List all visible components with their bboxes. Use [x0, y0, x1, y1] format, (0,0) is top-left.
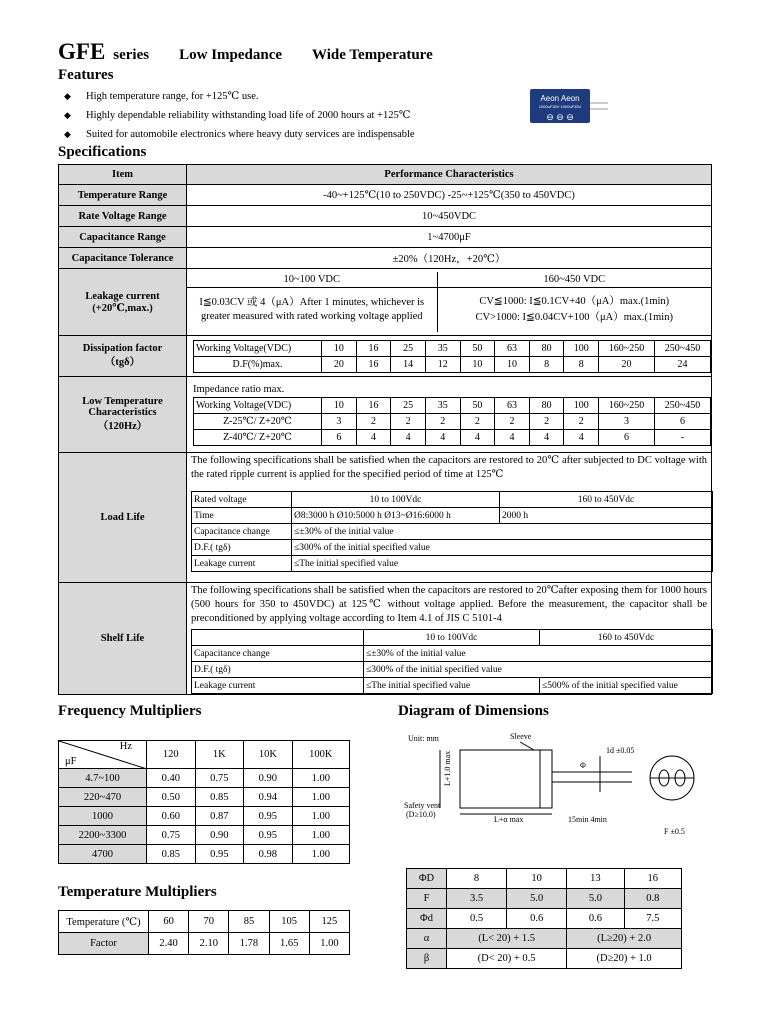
table-row: 2200~3300 0.75 0.90 0.95 1.00	[59, 826, 350, 845]
label-temperature-range: Temperature Range	[59, 185, 187, 206]
label-rate-voltage-range: Rate Voltage Range	[59, 206, 187, 227]
leakage-high-header: 160~450 VDC	[437, 272, 711, 288]
value-capacitance-tolerance: ±20%（120Hz，+20℃）	[187, 248, 712, 269]
table-row: 4700 0.85 0.95 0.98 1.00	[59, 845, 350, 864]
frequency-multipliers-table	[58, 740, 350, 864]
table-row: Working Voltage(VDC) 10 16 25 35 50 63 80 100 160~250 250~450	[194, 397, 711, 413]
impedance-ratio-note: Impedance ratio max.	[193, 383, 285, 395]
table-row: α (L< 20) + 1.5 (L≥20) + 2.0	[407, 929, 682, 949]
list-item: ◆ High temperature range, for +125℃ use.	[64, 88, 415, 107]
label-leakage-current: Leakage current (+20℃,max.)	[59, 269, 187, 336]
diagram-phi-label: Φ	[580, 761, 586, 770]
sleeve-pointer	[520, 742, 534, 750]
table-row: Capacitance change ≤±30% of the initial value	[192, 524, 713, 540]
leakage-subtable	[187, 272, 711, 332]
diamond-bullet-icon: ◆	[64, 110, 71, 120]
dimensions-heading: Diagram of Dimensions	[398, 703, 549, 719]
table-row: D.F(%)max. 20 16 14 12 10 10 8 8 20 24	[194, 357, 711, 373]
table-row: ΦD 8 10 13 16	[407, 869, 682, 889]
table-row: Time Ø8:3000 h Ø10:5000 h Ø13~Ø16:6000 h 2000 h	[192, 508, 713, 524]
temperature-multipliers-table	[58, 910, 350, 955]
table-row: 10 to 100Vdc 160 to 450Vdc	[192, 630, 713, 646]
subtitle-low-impedance: Low Impedance	[179, 47, 283, 63]
diagram-height-label: L+1.0 max	[443, 750, 452, 786]
table-row: Temperature (℃) 60 70 85 105 125	[59, 911, 350, 933]
table-row: Z-25℃/ Z+20℃ 3 2 2 2 2 2 2 2 3 6	[194, 413, 711, 429]
subtitle-wide-temperature: Wide Temperature	[312, 47, 433, 63]
diagram-length-label: L+α max	[494, 815, 524, 824]
page-title	[58, 30, 433, 67]
features-list	[64, 88, 415, 145]
value-capacitance-range: 1~4700μF	[187, 227, 712, 248]
frequency-multipliers-heading: Frequency Multipliers	[58, 703, 202, 719]
col-header-performance: Performance Characteristics	[187, 165, 712, 185]
table-row: F 3.5 5.0 5.0 0.8	[407, 889, 682, 909]
label-capacitance-range: Capacitance Range	[59, 227, 187, 248]
col-header-item: Item	[59, 165, 187, 185]
series-word: series	[113, 47, 150, 63]
label-dissipation-factor: Dissipation factor （tgδ）	[59, 336, 187, 377]
load-life-subtable	[191, 491, 713, 572]
shelf-life-subtable	[191, 629, 713, 694]
specifications-table	[58, 164, 712, 695]
capacitor-side-outline	[460, 750, 552, 808]
table-row: Leakage current ≤The initial specified value	[192, 556, 713, 572]
diagram-safety-vent-note: (D≥10.0)	[406, 810, 436, 819]
specifications-heading: Specifications	[58, 144, 147, 160]
table-row: Working Voltage(VDC) 10 16 25 35 50 63 80 100 160~250 250~450	[194, 341, 711, 357]
low-temperature-subtable	[193, 397, 711, 446]
diagram-unit-label: Unit: mm	[408, 734, 439, 743]
dissipation-subtable	[193, 340, 711, 373]
corner-cell: Hz μF	[59, 741, 147, 769]
diamond-bullet-icon: ◆	[64, 129, 71, 139]
table-row: 4.7~100 0.40 0.75 0.90 1.00	[59, 769, 350, 788]
dimensions-table	[406, 868, 682, 969]
label-shelf-life: Shelf Life	[59, 583, 187, 695]
diagram-safety-vent-label: Safety vent	[404, 801, 441, 810]
label-capacitance-tolerance: Capacitance Tolerance	[59, 248, 187, 269]
list-item: ◆ Suited for automobile electronics where heavy duty services are indispensable	[64, 126, 415, 145]
features-heading: Features	[58, 67, 114, 83]
table-row: Factor 2.40 2.10 1.78 1.65 1.00	[59, 933, 350, 955]
temperature-multipliers-heading: Temperature Multipliers	[58, 884, 217, 900]
value-temperature-range: -40~+125℃(10 to 250VDC) -25~+125℃(350 to 450VDC)	[187, 185, 712, 206]
leakage-high-text: CV≦1000: I≦0.1CV+40（μA）max.(1min) CV>1000: I≦0.04CV+100（μA）max.(1min)	[437, 288, 711, 333]
label-load-life: Load Life	[59, 453, 187, 583]
dimension-diagram	[400, 728, 705, 838]
table-row: Hz μF 120 1K 10K 100K	[59, 741, 350, 769]
dissipation-cell	[187, 336, 712, 377]
label-low-temperature: Low Temperature Characteristics （120Hz）	[59, 377, 187, 453]
table-row: D.F.( tgδ) ≤300% of the initial specified value	[192, 540, 713, 556]
load-life-text: The following specifications shall be satisfied when the capacitors are restored to 20℃ after subjected to DC voltage with the rated ripple current is applied for the specified period of time at 125℃	[191, 455, 707, 480]
capacitor-photo	[528, 87, 608, 127]
series-name: GFE	[58, 39, 106, 64]
leakage-cell	[187, 269, 712, 336]
capacitor-brand: Aeon Aeon	[540, 94, 580, 103]
diagram-f-label: F ±0.5	[664, 827, 685, 836]
capacitor-polarity-marks: ⊖ ⊖ ⊖	[546, 112, 574, 122]
shelf-life-text: The following specifications shall be satisfied when the capacitors are restored to 20℃after exposing them for 1000 hours (500 hours for 350 to 450VDC) at 125℃ without voltage applied. Before the measurement, the capacitor shall be preconditioned by applying voltage according to Item 4.1 of JIS C 5101-4	[191, 585, 707, 624]
table-row: 1000 0.60 0.87 0.95 1.00	[59, 807, 350, 826]
leakage-low-text: I≦0.03CV 或 4（μA）After 1 minutes, whichever is greater measured with rated working voltage applied	[187, 288, 437, 333]
table-row: Rated voltage 10 to 100Vdc 160 to 450Vdc	[192, 492, 713, 508]
table-row: Φd 0.5 0.6 0.6 7.5	[407, 909, 682, 929]
low-temperature-cell	[187, 377, 712, 453]
table-row: Leakage current ≤The initial specified value ≤500% of the initial specified value	[192, 678, 713, 694]
shelf-life-cell	[187, 583, 712, 695]
list-item: ◆ Highly dependable reliability withstanding load life of 2000 hours at +125℃	[64, 107, 415, 126]
diagram-min-label: 15min 4min	[568, 815, 607, 824]
table-row: Z-40℃/ Z+20℃ 6 4 4 4 4 4 4 4 6 -	[194, 429, 711, 445]
diagram-sleeve-label: Sleeve	[510, 732, 532, 741]
diagram-lead-label: 1d ±0.05	[606, 746, 635, 755]
table-row: 220~470 0.50 0.85 0.94 1.00	[59, 788, 350, 807]
capacitor-marking: 1000uF35V 1000uF35V	[538, 104, 582, 109]
table-row: Capacitance change ≤±30% of the initial value	[192, 646, 713, 662]
diamond-bullet-icon: ◆	[64, 91, 71, 101]
table-row: D.F.( tgδ) ≤300% of the initial specified value	[192, 662, 713, 678]
table-row: β (D< 20) + 0.5 (D≥20) + 1.0	[407, 949, 682, 969]
leakage-low-header: 10~100 VDC	[187, 272, 437, 288]
value-rate-voltage-range: 10~450VDC	[187, 206, 712, 227]
load-life-cell	[187, 453, 712, 583]
